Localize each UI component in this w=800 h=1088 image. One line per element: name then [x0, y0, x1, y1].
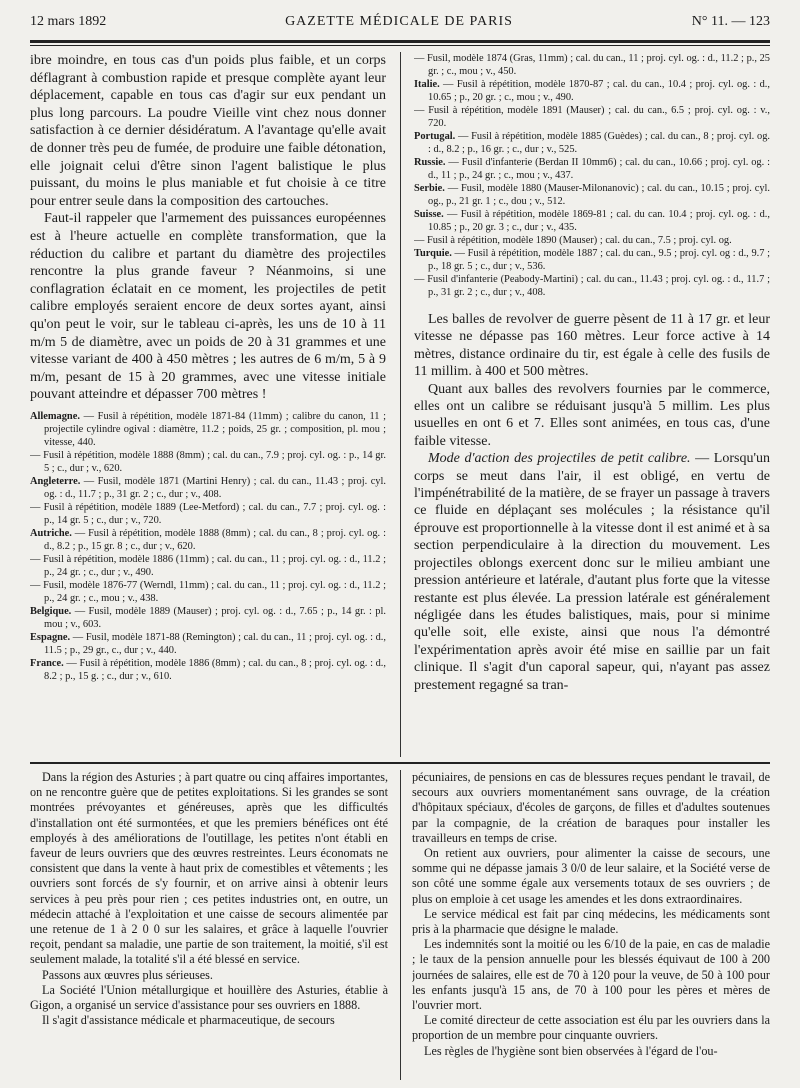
header-date: 12 mars 1892 [30, 14, 107, 29]
paragraph-text: Les balles de revolver de guerre pèsent de 11 à 17 gr. et leur vitesse ne dépasse pas 160 mètres. Leur force active à 14 mètres, distance ordinaire du tir, est égale à celle des fusils de 11 millim. à 400 et 500 mètres. [414, 312, 770, 380]
weapon-specs: — Fusil d'infanterie (Peabody-Martini) ; cal. du can., 11.43 ; proj. cyl. og. : d., 11.7 ; p., 31 gr. 2 ; c., dur ; v., 408. [414, 274, 770, 298]
weapon-specs: — Fusil, modèle 1871-88 (Remington) ; cal. du can., 11 ; proj. cyl. og. : d., 11.5 ; p., 29 gr., c., dur ; v., 440. [44, 631, 386, 656]
weapon-specs: — Fusil à répétition, modèle 1887 ; cal. du can., 9.5 ; proj. cyl. og : d., 9.7 ; p., 18 gr. 5 ; c., dur ; v., 536. [428, 248, 770, 272]
page-number: N° 11. — 123 [691, 14, 770, 29]
header-rule-thick [30, 40, 770, 43]
header-rule-thin [30, 45, 770, 46]
country-name: Belgique. [30, 605, 72, 617]
weapon-specs: — Fusil à répétition, modèle 1889 (Lee-Metford) ; cal. du can., 7.7 ; proj. cyl. og. : p., 14 gr. 5 ; c., dur ; v., 720. [30, 501, 386, 526]
weapon-specs: — Fusil à répétition, modèle 1886 (11mm) ; cal. du can., 11 ; proj. cyl. og. : d., 11.2 ; p., 24 gr. ; c., dur ; v., 490. [30, 553, 386, 578]
country-name: Italie. [414, 79, 440, 90]
column-divider [400, 770, 401, 1080]
weapon-entry [414, 156, 770, 182]
country-name: Turquie. [414, 248, 452, 259]
weapon-entry [30, 475, 386, 501]
journal-title: GAZETTE MÉDICALE DE PARIS [285, 14, 513, 29]
country-name: France. [30, 657, 64, 669]
weapons-table-left [30, 410, 386, 683]
article-section [30, 52, 770, 757]
left-text [30, 52, 386, 404]
weapon-entry [414, 247, 770, 273]
weapon-entry [30, 631, 386, 657]
weapon-entry [30, 449, 386, 475]
country-name: Autriche. [30, 527, 72, 539]
weapon-entry [30, 579, 386, 605]
weapon-specs: — Fusil, modèle 1871 (Martini Henry) ; cal. du can., 11.43 ; proj. cyl. og. : d., 11.7 ; p., 31 gr. 2 ; c., dur ; v., 408. [44, 475, 386, 500]
weapon-specs: — Fusil à répétition, modèle 1888 (8mm) ; cal. du can., 7.9 ; proj. cyl. og. : p., 14 gr. 5 ; c., dur ; v., 620. [30, 449, 386, 474]
lower-section [30, 770, 770, 1080]
country-name: Allemagne. [30, 410, 80, 422]
paragraph: La Société l'Union métallurgique et houillère des Asturies, établie à Gigon, a organisé un service d'assistance pour ses ouvriers en 1888. [30, 982, 388, 1013]
section-separator [30, 762, 770, 764]
weapons-table-right [414, 52, 770, 299]
weapon-specs: — Fusil d'infanterie (Berdan II 10mm6) ; cal. du can., 10.66 ; proj. cyl. og. : d., 11 ; p., 24 gr. ; c., mou ; v., 437. [428, 157, 770, 181]
weapon-specs: — Fusil, modèle 1876-77 (Werndl, 11mm) ; cal. du can., 11 ; proj. cyl. og. : d., 11.2 ; p., 24 gr. ; c., mou ; v., 438. [30, 579, 386, 604]
column-divider [400, 52, 401, 757]
weapon-entry [30, 410, 386, 449]
right-text [414, 311, 770, 694]
weapon-entry [414, 234, 770, 247]
weapon-specs: — Fusil à répétition, modèle 1886 (8mm) ; cal. du can., 8 ; proj. cyl. og. : d., 8.2 ; p., 15 g. ; c., dur ; v., 610. [44, 657, 386, 682]
paragraph: Les règles de l'hygiène sont bien observées à l'égard de l'ou- [424, 1043, 718, 1058]
paragraph [414, 450, 770, 694]
country-name: Angleterre. [30, 475, 81, 487]
paragraph: Les indemnités sont la moitié ou les 6/10 de la paie, en cas de maladie ; le taux de la pension annuelle pour les blessés équivaut de 100 à 200 journées de salaires, elle est de 70 à 120 pour la veuve, de 50 à 100 pour les enfants jusqu'à 15 ans, de 70 à 100 pour les pères et mères de l'ouvrier mort. [412, 937, 770, 1013]
weapon-specs: — Fusil à répétition, modèle 1888 (8mm) ; cal. du can., 8 ; proj. cyl. og. : d., 8.2 ; p., 15 gr. 8 ; c., dur ; v., 620. [44, 527, 386, 552]
weapon-specs: — Fusil à répétition, modèle 1871-84 (11mm) ; calibre du canon, 11 ; projectile cylindre ogival : diamètre, 11.2 ; poids, 25 gr. ; composition, pl. mou ; vitesse, 440. [44, 410, 386, 448]
weapon-entry [30, 657, 386, 683]
country-name: Suisse. [414, 209, 444, 220]
paragraph-text: — Lorsqu'un corps se meut dans l'air, il est obligé, en vertu de l'impénétrabilité de la matière, de se frayer un passage à travers ce fluide en déplaçant ses molécules ; la résistance qu'il éprouve est proportionnelle à la vitesse dont il est animé et à sa section perpendiculaire à la direction du mouvement. Les projectiles oblongs exercent donc sur le milieu ambiant une pression antérieure et latérale, d'autant plus forte que la vitesse restante est plus élevée. La pression latérale est généralement négligée dans les études balistiques, mais, pour si minime qu'elle soit, elle existe, ainsi que nous l'a démontré l'expérimentation après avoir été mise en saillie par un fait clinique. Il s'agit d'un caporal sapeur, qui, n'ayant pas assez prestement regagné sa tran- [414, 451, 770, 693]
paragraph-text: Quant aux balles des revolvers fournies par le commerce, elles ont un calibre se réduisant jusqu'à 5 millim. Les plus usuelles en ont 6 et 7. Elles sont animées, en tous cas, d'une faible vitesse. [414, 381, 770, 449]
weapon-entry [414, 52, 770, 78]
paragraph [414, 311, 770, 381]
lower-right-column [412, 770, 770, 1080]
weapon-entry [414, 78, 770, 104]
paragraph: Passons aux œuvres plus sérieuses. [42, 967, 213, 982]
weapon-specs: — Fusil, modèle 1874 (Gras, 11mm) ; cal. du can., 11 ; proj. cyl. og. : d., 11.2 ; p., 25 gr. ; c., mou ; v., 450. [414, 53, 770, 77]
page-header [30, 14, 770, 38]
weapon-specs: — Fusil, modèle 1889 (Mauser) ; proj. cyl. og. : d., 7.65 ; p., 14 gr. : pl. mou ; v., 603. [44, 605, 386, 630]
weapon-specs: — Fusil à répétition, modèle 1891 (Mauser) ; cal. du can., 6.5 ; proj. cyl. og. : v., 720. [414, 105, 770, 129]
weapon-entry [414, 182, 770, 208]
paragraph: Le comité directeur de cette association est élu par les ouvriers dans la proportion de un membre pour cinquante ouvriers. [412, 1013, 770, 1043]
country-name: Russie. [414, 157, 446, 168]
lower-left-column [30, 770, 388, 1080]
weapon-entry [30, 527, 386, 553]
paragraph: Faut-il rappeler que l'armement des puissances européennes est à l'heure actuelle en complète transformation, que la réduction du calibre et partant du diamètre des projectiles rencontre la plus grande faveur ? Néanmoins, si une conflagration éclatait en ce moment, les projectiles de petit calibre employés seraient encore de deux sortes ayant, ainsi qu'on peut le voir, sur le tableau ci-après, les uns de 10 à 11 m/m 5 de diamètre, avec un poids de 20 à 31 grammes et une vitesse variant de 400 à 450 mètres ; les autres de 6 m/m, 5 à 9 m/m, pesant de 15 à 20 grammes, avec une vitesse initiale pouvant atteindre et dépasser 700 mètres ! [30, 211, 386, 403]
weapon-entry [30, 553, 386, 579]
paragraph: On retient aux ouvriers, pour alimenter la caisse de secours, une somme qui ne dépasse jamais 3 0/0 de leur salaire, et la Société verse de son côté une somme égale aux versements totaux de ses ouvriers ; de plus on emploie à cet usage les amendes et les dons extraordinaires. [412, 846, 770, 906]
section-heading: Mode d'action des projectiles de petit calibre. [428, 451, 691, 467]
weapon-entry [30, 605, 386, 631]
right-column [414, 52, 770, 757]
weapon-specs: — Fusil à répétition, modèle 1890 (Mauser) ; cal. du can., 7.5 ; proj. cyl. og. [414, 235, 732, 246]
paragraph: pécuniaires, de pensions en cas de blessures reçues pendant le travail, de secours aux ouvriers momentanément sans ouvrage, de la création d'hôpitaux spéciaux, d'écoles de garçons, de filles et d'adultes soutenues par la compagnie, de la création de baraques pour installer les travailleurs en temps de crise. [412, 770, 770, 845]
weapon-entry [414, 130, 770, 156]
left-column [30, 52, 386, 757]
country-name: Espagne. [30, 631, 71, 643]
weapon-entry [414, 208, 770, 234]
paragraph: Le service médical est fait par cinq médecins, les médicaments sont pris à la pharmacie que désigne le malade. [412, 906, 770, 937]
paragraph: ibre moindre, en tous cas d'un poids plus faible, et un corps déflagrant à combustion rapide et presque complète ayant leur déplacement, capable en tous cas d'agir sur eux pendant un plus long parcours. La poudre Vieille vint chez nous donner satisfaction à ce dernier désidératum. A l'avantage qu'elle avait de donner très peu de fumée, de produire une faible détonation, elle joignait celui d'être sinon l'agent balistique le plus puissant, du moins le plus maniable et fut choisie à ce titre pour entrer seule dans la composition des cartouches. [30, 53, 386, 209]
country-name: Portugal. [414, 131, 456, 142]
paragraph [414, 381, 770, 451]
weapon-entry [414, 273, 770, 299]
weapon-specs: — Fusil à répétition, modèle 1869-81 ; cal. du can. 10.4 ; proj. cyl. og. : d., 10.85 ; p., 20 gr. 3 ; c., dur ; v., 435. [428, 209, 770, 233]
paragraph: Dans la région des Asturies ; à part quatre ou cinq affaires importantes, on ne rencontre guère que de petites exploitations. Si les grandes se sont montrées prévoyantes et généreuses, après que les difficultés d'installation ont été surmontées, et que les premiers bénéfices ont été employés à des améliorations de l'outillage, les petites n'ont établi en faveur de leurs ouvriers que des œuvres restreintes. Leurs économats ne consistent que dans la vente à haut prix de comestibles et vêtements ; les ouvriers sont forcés de s'y fournir, et on arrive ainsi à obtenir leurs services à peu près pour rien ; ces petites industries ont, en outre, un médecin attaché à l'exploitation et une caisse de secours alimentée par une retenue de 1 à 2 0 0 sur les salaires, et grâce à laquelle l'ouvrier reçoit, pendant sa maladie, une partie de son traitement, la moitié, s'il est seulement malade, la totalité s'il a été blessé en service. [30, 770, 388, 967]
paragraph: Il s'agit d'assistance médicale et pharmaceutique, de secours [42, 1013, 335, 1028]
weapon-specs: — Fusil à répétition, modèle 1870-87 ; cal. du can., 10.4 ; proj. cyl. og. : d., 10.65 ; p., 20 gr. ; c., mou ; v., 490. [428, 79, 770, 103]
weapon-specs: — Fusil à répétition, modèle 1885 (Guèdes) ; cal. du can., 8 ; proj. cyl. og. : d., 8.2 ; p., 16 gr. ; c., dur ; v., 525. [428, 131, 770, 155]
weapon-entry [414, 104, 770, 130]
weapon-specs: — Fusil, modèle 1880 (Mauser-Milonanovic) ; cal. du can., 10.15 ; proj. cyl. og., p., 21 gr. 1 ; c., dou ; v., 512. [428, 183, 770, 207]
country-name: Serbie. [414, 183, 445, 194]
weapon-entry [30, 501, 386, 527]
